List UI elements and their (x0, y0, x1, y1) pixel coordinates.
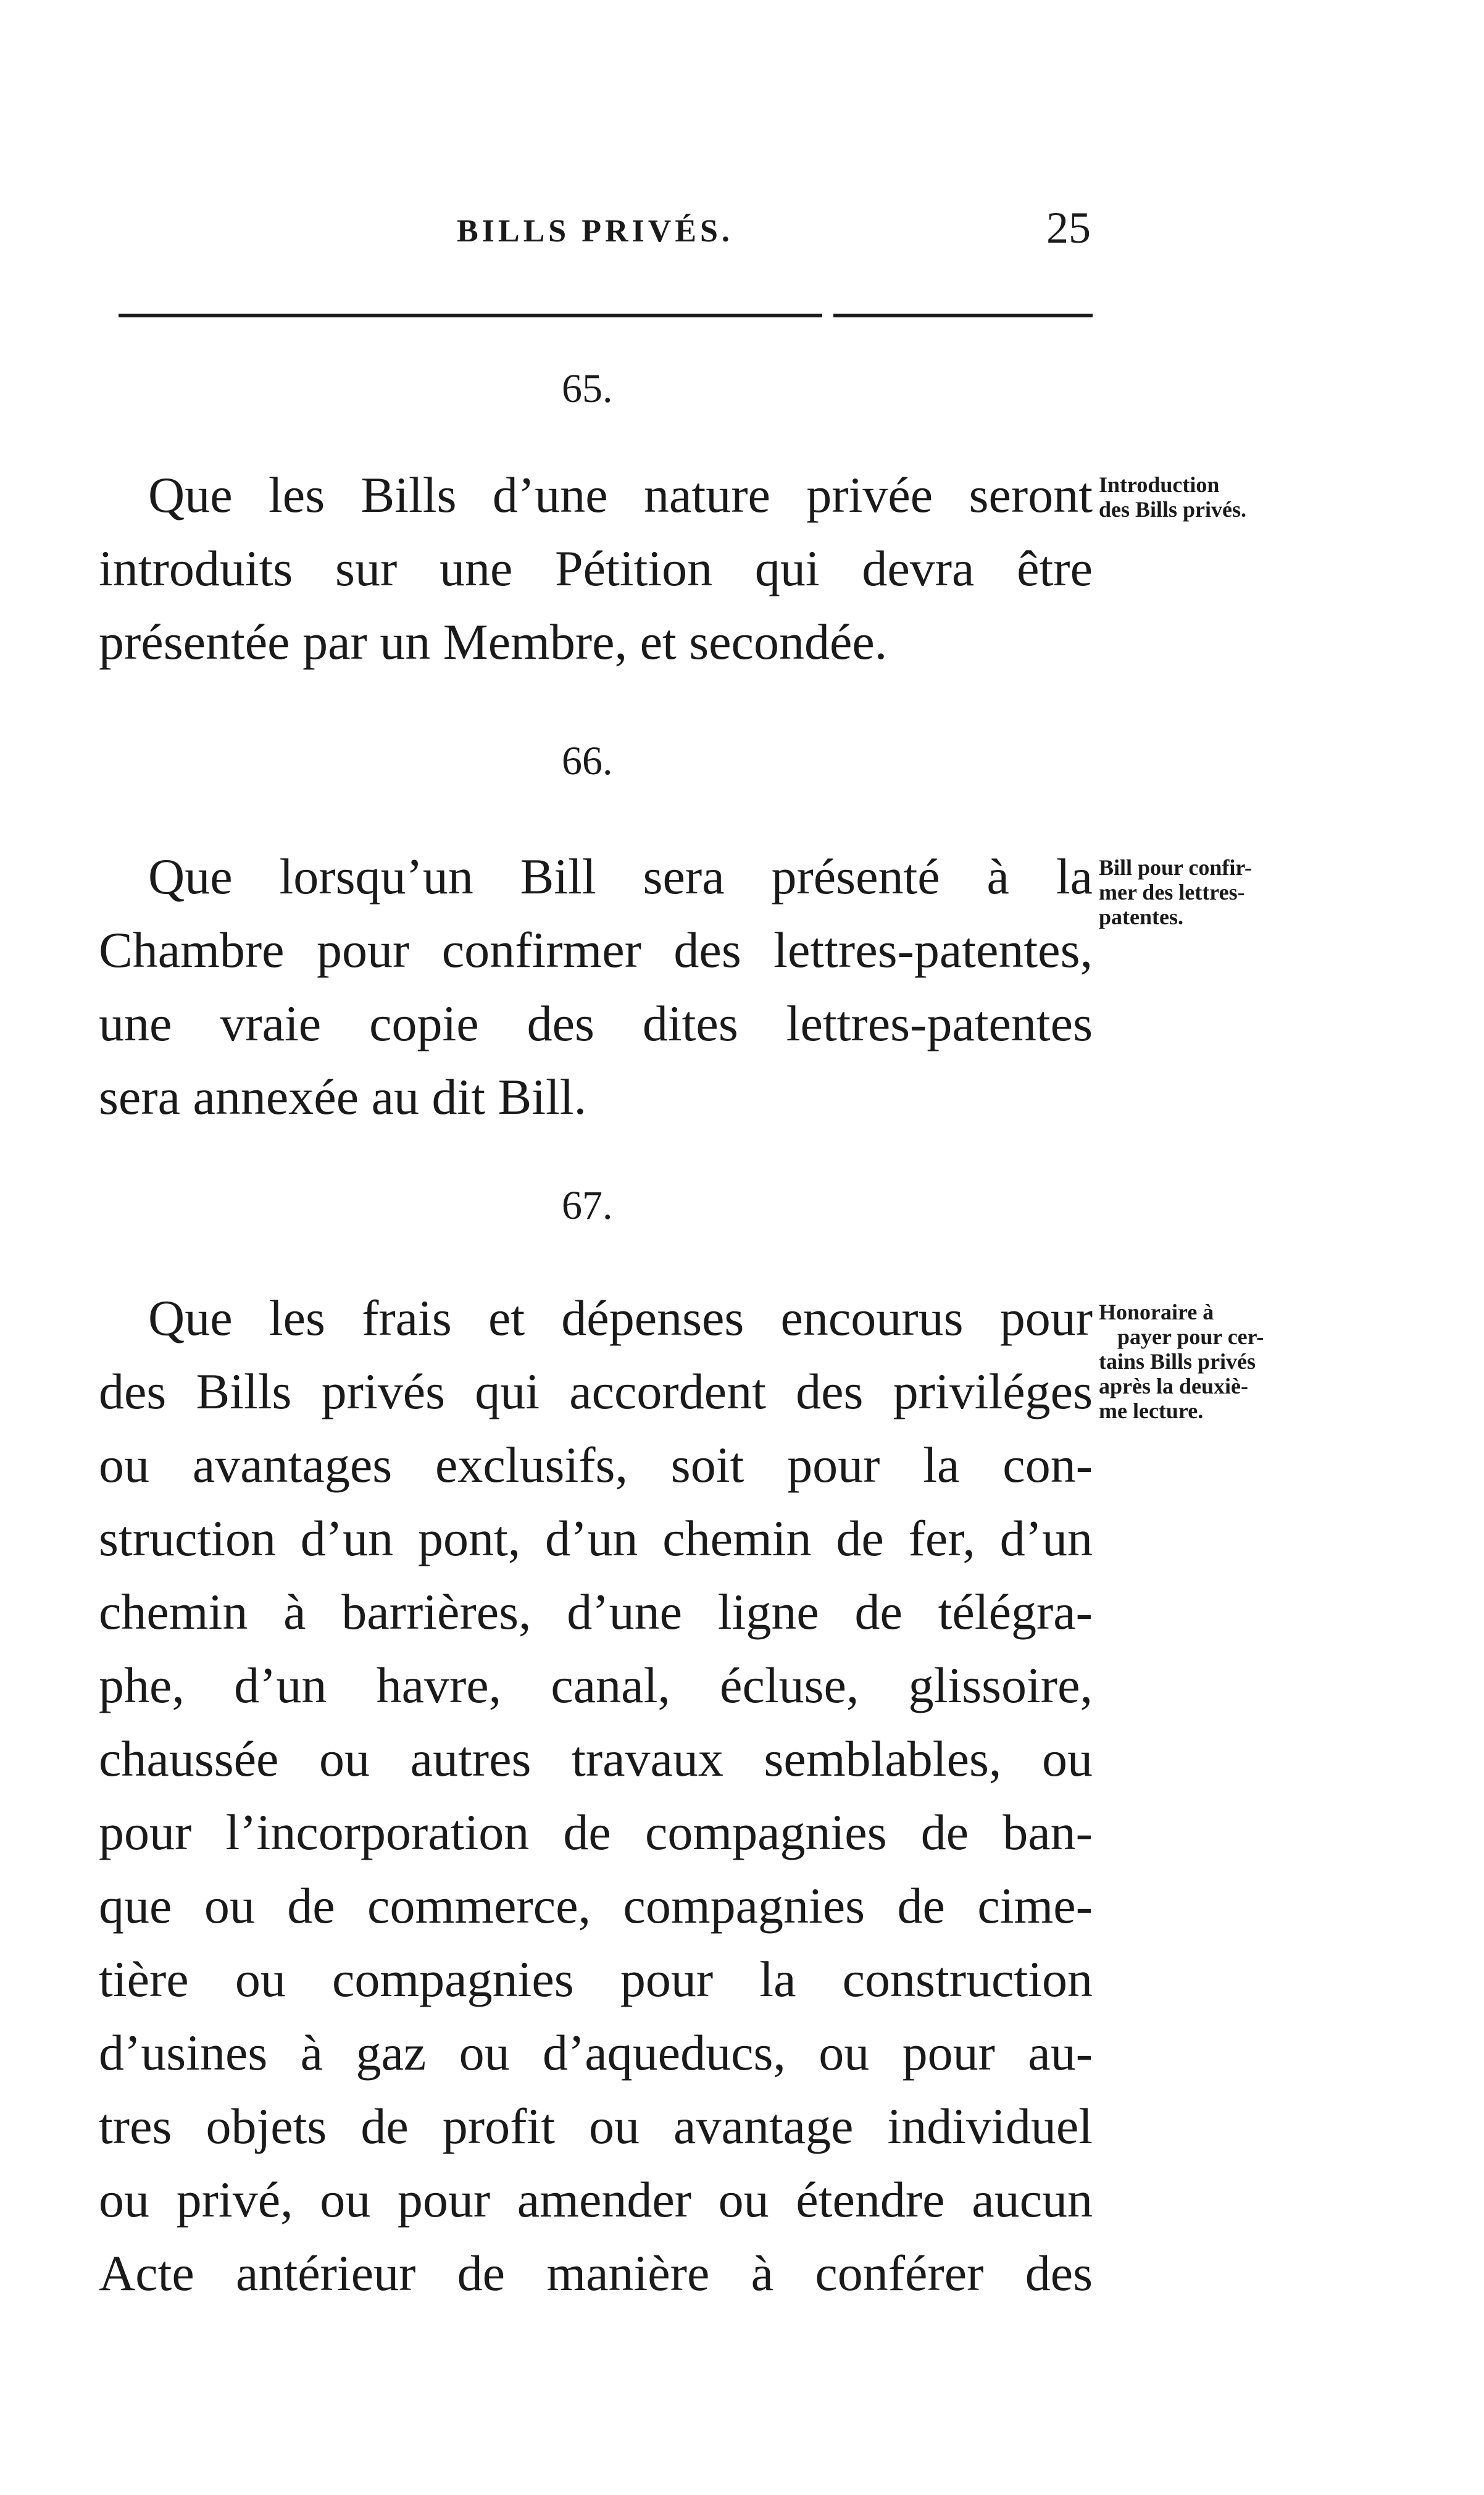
text-line: struction d’un pont, d’un chemin de fer, d’un (99, 1510, 1093, 1566)
section-number-66: 66. (562, 738, 613, 784)
page-number: 25 (1046, 203, 1091, 253)
text-line: ou avantages exclusifs, soit pour la con- (99, 1437, 1093, 1493)
text-line: Que les Bills d’une nature privée seront (148, 467, 1093, 523)
running-title: BILLS PRIVÉS. (457, 214, 733, 249)
text-line: sera annexée au dit Bill. (99, 1069, 587, 1125)
margin-note-line: payer pour cer- (1117, 1324, 1264, 1349)
text-line: introduits sur une Pétition qui devra être (99, 540, 1093, 596)
text-line: d’usines à gaz ou d’aqueducs, ou pour au- (99, 2025, 1093, 2081)
text-line: Chambre pour confirmer des lettres-patentes, (99, 922, 1093, 978)
text-line: tres objets de profit ou avantage individuel (99, 2098, 1093, 2154)
article-65 (99, 458, 1093, 679)
margin-note-line: Introduction (1099, 472, 1220, 497)
margin-note-65 (1099, 472, 1352, 522)
margin-note-line: patentes. (1099, 905, 1183, 929)
text-line: phe, d’un havre, canal, écluse, glissoire, (99, 1657, 1093, 1713)
margin-note-line: me lecture. (1099, 1398, 1204, 1423)
section-number-67: 67. (562, 1183, 613, 1228)
margin-note-line: tains Bills privés (1099, 1349, 1256, 1374)
text-line: tière ou compagnies pour la construction (99, 1951, 1093, 2007)
text-line: Acte antérieur de manière à conférer des (99, 2245, 1093, 2301)
text-line: une vraie copie des dites lettres-patentes (99, 995, 1093, 1051)
text-line: chaussée ou autres travaux semblables, ou (99, 1731, 1093, 1787)
section-number-65: 65. (562, 366, 613, 411)
text-line: des Bills privés qui accordent des priviléges (99, 1363, 1093, 1419)
text-line: Que lorsqu’un Bill sera présenté à la (148, 848, 1093, 905)
article-67 (99, 1281, 1093, 2310)
article-66 (99, 840, 1093, 1134)
margin-note-line: des Bills privés. (1099, 497, 1247, 522)
margin-note-line: Bill pour confir- (1099, 855, 1253, 880)
text-line: ou privé, ou pour amender ou étendre aucun (99, 2171, 1093, 2228)
text-line: chemin à barrières, d’une ligne de télégra- (99, 1584, 1093, 1640)
header-rule-right (833, 314, 1093, 317)
text-line: pour l’incorporation de compagnies de ban- (99, 1804, 1093, 1860)
text-line: que ou de commerce, compagnies de cime- (99, 1878, 1093, 1934)
margin-note-line: Honoraire à (1099, 1300, 1214, 1324)
text-line: présentée par un Membre, et secondée. (99, 614, 888, 670)
margin-note-67 (1099, 1300, 1352, 1423)
margin-note-66 (1099, 855, 1352, 929)
margin-note-line: après la deuxiè- (1099, 1374, 1248, 1398)
text-line: Que les frais et dépenses encourus pour (148, 1290, 1093, 1346)
margin-note-line: mer des lettres- (1099, 880, 1245, 905)
header-rule-left (119, 314, 822, 317)
